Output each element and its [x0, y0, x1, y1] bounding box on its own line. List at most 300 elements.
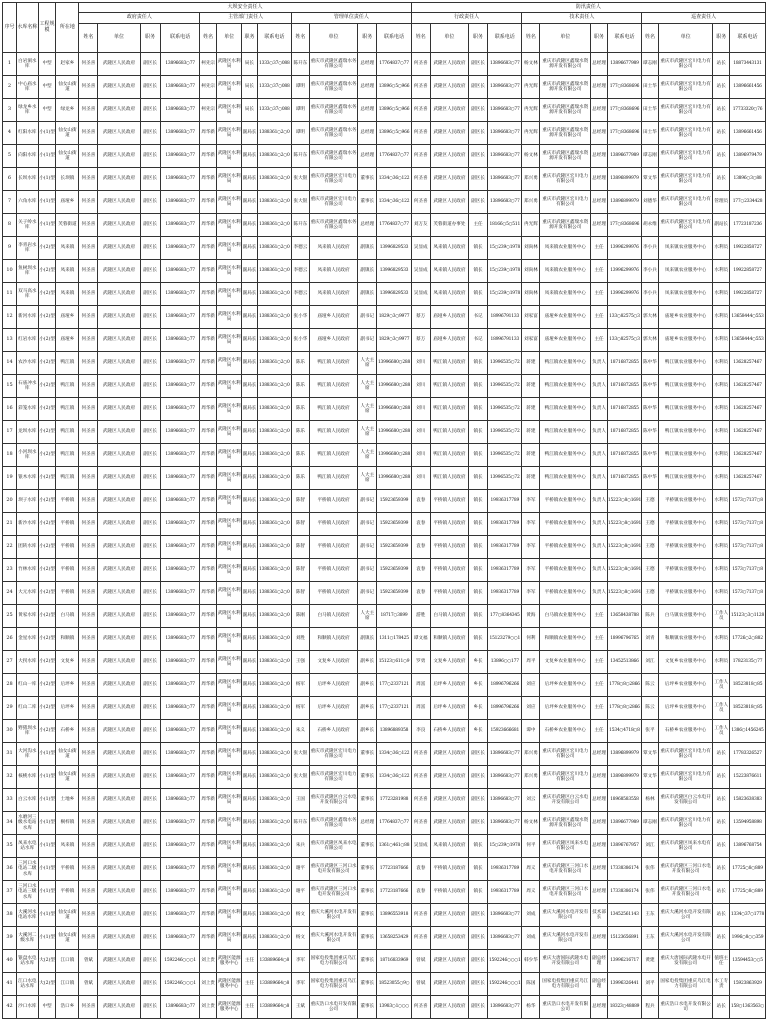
mgmt-unit: 庙垭乡人民政府 [309, 329, 357, 352]
tech-phone: 15223○8○1691 [607, 582, 641, 605]
row-seq: 29 [3, 697, 17, 720]
patrol-post: 站长 [713, 122, 730, 145]
project-scale: 小(2)型 [38, 352, 56, 375]
admin-unit: 武隆区人民政府 [430, 950, 468, 973]
admin-phone: 19936317789 [488, 536, 522, 559]
patrol-post: 水利员 [713, 237, 730, 260]
table-row [3, 99, 766, 122]
reservoir-name: 红阳水库 [17, 122, 39, 145]
patrol-name: 刘江 [642, 835, 659, 858]
dept-name: 刘上贵 [200, 973, 217, 996]
mgmt-name: 陈智 [292, 513, 310, 536]
dept-post: 副局长 [242, 881, 257, 904]
tech-post: 总经理 [591, 145, 608, 168]
admin-name: 何圣喜 [411, 743, 430, 766]
gov-name: 何圣喜 [79, 260, 98, 283]
tech-name: 冉光辉 [522, 76, 540, 99]
gov-name: 何圣喜 [79, 352, 98, 375]
tech-unit: 后坪乡农业服务中心 [540, 674, 591, 697]
dept-post: 副局长 [242, 168, 257, 191]
dept-phone: 1388361○2○0 [257, 375, 291, 398]
gov-unit: 武隆区人民政府 [98, 766, 140, 789]
patrol-phone: 17725○8○889 [730, 858, 766, 881]
row-seq: 20 [3, 490, 17, 513]
patrol-unit: 凤来镇农业服务中心 [658, 260, 713, 283]
table-header [3, 3, 766, 53]
location: 鸭江镇 [56, 467, 79, 490]
mgmt-unit: 鸭江镇人民政府 [309, 421, 357, 444]
mgmt-name: 朱义 [292, 720, 310, 743]
table-row [3, 329, 766, 352]
reservoir-name: 水磨河三级水电站水库 [17, 812, 39, 835]
mgmt-phone: 13983○1○○○ [377, 996, 411, 1019]
patrol-unit: 白马镇农业服务中心 [658, 605, 713, 628]
admin-post: 副区长 [469, 76, 488, 99]
dept-post: 副局长 [242, 582, 257, 605]
gov-phone: 13896683○77 [160, 306, 199, 329]
reservoir-name: 新沙水库 [17, 513, 39, 536]
patrol-unit: 重庆市武隆区宏川电力有限公司 [658, 214, 713, 237]
admin-name: 刘川 [411, 375, 430, 398]
mgmt-post: 副乡长 [358, 651, 377, 674]
tech-phone: 18716872855 [607, 444, 641, 467]
gov-name: 何圣喜 [79, 145, 98, 168]
tech-name: 李军 [522, 513, 540, 536]
mgmt-post: 人大主席 [358, 605, 377, 628]
gov-phone: 13896683○77 [160, 858, 199, 881]
patrol-phone: 15123○3○1128 [730, 605, 766, 628]
reservoir-name: 中心庙水库 [17, 76, 39, 99]
mgmt-name: 陈开东 [292, 812, 310, 835]
admin-phone: 19936317789 [488, 582, 522, 605]
admin-post: 镇长 [469, 582, 488, 605]
mgmt-name: 谢平 [292, 858, 310, 881]
tech-phone: 177○8368696 [607, 214, 641, 237]
admin-post: 镇长 [469, 421, 488, 444]
table-row [3, 237, 766, 260]
mgmt-post: 董事长 [358, 766, 377, 789]
tech-unit: 重庆市武隆区鑫瑞水资源开发有限公司 [540, 145, 591, 168]
gov-name: 何圣喜 [79, 789, 98, 812]
gov-unit: 武隆区人民政府 [98, 973, 140, 996]
admin-phone: 18996791133 [488, 306, 522, 329]
admin-unit: 武隆区人民政府 [430, 168, 468, 191]
dept-unit: 武隆区能源服务中心 [216, 950, 241, 973]
reservoir-name: 大溪河二级水库 [17, 927, 39, 950]
mgmt-name: 陈智 [292, 490, 310, 513]
gov-unit: 武隆区人民政府 [98, 237, 140, 260]
admin-unit: 武隆区人民政府 [430, 812, 468, 835]
location: 仙女山街道 [56, 145, 79, 168]
gov-name: 何圣喜 [79, 490, 98, 513]
responsibility-table-sheet [2, 2, 766, 1012]
mgmt-post: 人大主席 [358, 444, 377, 467]
dept-post: 副局长 [242, 605, 257, 628]
mgmt-post: 副书记 [358, 513, 377, 536]
patrol-name: 黄建 [642, 950, 659, 973]
dept-unit: 武隆区能源服务中心 [216, 996, 241, 1019]
dept-phone: 1388361○2○0 [257, 260, 291, 283]
gov-name: 曾斌 [79, 950, 98, 973]
row-seq: 14 [3, 352, 17, 375]
admin-unit: 凤来镇人民政府 [430, 835, 468, 858]
gov-unit: 武隆区人民政府 [98, 927, 140, 950]
patrol-post: 水利员 [713, 306, 730, 329]
patrol-unit: 凤来镇农业服务中心 [658, 237, 713, 260]
dept-post: 副局长 [242, 743, 257, 766]
mgmt-post: 副书记 [358, 306, 377, 329]
table-row [3, 421, 766, 444]
location: 芙蓉街道 [56, 214, 79, 237]
mgmt-name: 陈刚 [292, 605, 310, 628]
reservoir-name: 大拐水库 [17, 651, 39, 674]
table-row [3, 191, 766, 214]
gov-phone: 13896683○77 [160, 812, 199, 835]
patrol-name: 王东 [642, 927, 659, 950]
tech-phone: 18716872855 [607, 421, 641, 444]
reservoir-name: 核桃水库 [17, 766, 39, 789]
tech-phone: 13658438788 [607, 605, 641, 628]
patrol-phone: 13594453○○5 [730, 950, 766, 973]
location: 庙垭乡 [56, 191, 79, 214]
reservoir-name: 银木水库 [17, 467, 39, 490]
mgmt-unit: 重庆市武隆区三河口水电开发有限公司 [309, 881, 357, 904]
mgmt-unit: 鸭江镇人民政府 [309, 375, 357, 398]
gov-post: 副区长 [140, 260, 160, 283]
mgmt-phone: 13896889358 [377, 720, 411, 743]
tech-unit: 后坪乡农业服务中心 [540, 697, 591, 720]
tech-name: 冉光辉 [522, 214, 540, 237]
dept-phone: 1388361○2○0 [257, 145, 291, 168]
header-phone: 联系电话 [377, 24, 411, 53]
project-scale: 小(1)型 [38, 881, 56, 904]
tech-name: 刘应 [522, 697, 540, 720]
header-technical: 技术责任人 [522, 13, 642, 24]
project-scale: 小(2)型 [38, 375, 56, 398]
admin-unit: 武隆区人民政府 [430, 122, 468, 145]
dept-unit: 武隆区水利局 [216, 858, 241, 881]
admin-name: 何圣喜 [411, 904, 430, 927]
reservoir-name: 小河坝水库 [17, 444, 39, 467]
tech-unit: 重庆市武隆区鑫瑞水资源开发有限公司 [540, 812, 591, 835]
gov-unit: 武隆区人民政府 [98, 628, 140, 651]
patrol-unit: 重庆大溪河水电开发有限公司 [658, 904, 713, 927]
admin-phone: 13896683○77 [488, 812, 522, 835]
dept-phone: 1388361○2○0 [257, 214, 291, 237]
dept-name: 周华新 [200, 927, 217, 950]
reservoir-name: 江口水电站水库 [17, 973, 39, 996]
admin-post: 乡长 [469, 674, 488, 697]
dept-name: 周华新 [200, 743, 217, 766]
tech-phone: 18716872855 [607, 467, 641, 490]
admin-phone: 19936317789 [488, 881, 522, 904]
dept-name: 周华新 [200, 904, 217, 927]
header-phone: 联系电话 [160, 24, 199, 53]
mgmt-name: 陈乐 [292, 398, 310, 421]
location: 鸭江镇 [56, 352, 79, 375]
patrol-post: 水利员 [713, 490, 730, 513]
reservoir-name: 团转水库 [17, 536, 39, 559]
location: 鸭江镇 [56, 421, 79, 444]
dept-unit: 武隆区水利局 [216, 789, 241, 812]
admin-name: 曾斌 [411, 973, 430, 996]
dept-name: 周华新 [200, 835, 217, 858]
dept-post: 主任 [242, 973, 257, 996]
mgmt-post: 副乡长 [358, 720, 377, 743]
location: 长坝镇 [56, 168, 79, 191]
patrol-name: 陈中华 [642, 375, 659, 398]
admin-name: 吴显成 [411, 237, 430, 260]
dept-post: 副局长 [242, 191, 257, 214]
dept-unit: 武隆区能源服务中心 [216, 973, 241, 996]
mgmt-post: 副镇长 [358, 283, 377, 306]
dept-phone: 1388361○2○0 [257, 237, 291, 260]
admin-phone: 18996796266 [488, 697, 522, 720]
reservoir-name: 白岩洞水库 [17, 53, 39, 76]
dept-unit: 武隆区水利局 [216, 467, 241, 490]
tech-unit: 重庆市武隆区鑫瑞水资源开发有限公司 [540, 99, 591, 122]
dept-name: 周华新 [200, 191, 217, 214]
tech-post: 主任 [591, 283, 608, 306]
patrol-phone: 18523818○85 [730, 697, 766, 720]
tech-post: 负责人 [591, 490, 608, 513]
admin-post: 副区长 [469, 950, 488, 973]
project-scale: 小(2)型 [38, 559, 56, 582]
mgmt-post: 人大主席 [358, 352, 377, 375]
patrol-name: 陈中华 [642, 421, 659, 444]
admin-name: 刘川 [411, 444, 430, 467]
dept-unit: 武隆区水利局 [216, 76, 241, 99]
patrol-unit: 重庆市武隆区宏川电力有限公司 [658, 812, 713, 835]
location: 土地乡 [56, 789, 79, 812]
header-location: 所在地 [56, 3, 79, 53]
admin-post: 镇长 [469, 513, 488, 536]
admin-post: 镇长 [469, 536, 488, 559]
patrol-post: 水利员 [713, 467, 730, 490]
tech-post: 负责人 [591, 352, 608, 375]
tech-post: 主任 [591, 605, 608, 628]
tech-unit: 重庆浩口水电开发有限公司 [540, 996, 591, 1019]
header-post: 职务 [591, 24, 608, 53]
gov-post: 副区长 [140, 720, 160, 743]
dept-unit: 武隆区水利局 [216, 812, 241, 835]
dept-post: 副局长 [242, 306, 257, 329]
admin-unit: 武隆区人民政府 [430, 743, 468, 766]
admin-post: 书记 [469, 329, 488, 352]
gov-post: 副区长 [140, 398, 160, 421]
tech-post: 主任 [591, 628, 608, 651]
patrol-post: 工作人员 [713, 605, 730, 628]
reservoir-responsibility-table [2, 2, 766, 1019]
dept-phone: 1388361○2○0 [257, 697, 291, 720]
admin-phone: 13996535○72 [488, 352, 522, 375]
mgmt-post: 董事长 [358, 835, 377, 858]
tech-phone: 18996796765 [607, 628, 641, 651]
dept-name: 周华新 [200, 536, 217, 559]
gov-name: 何圣喜 [79, 444, 98, 467]
mgmt-post: 董事长 [358, 881, 377, 904]
location: 文复乡 [56, 651, 79, 674]
mgmt-name: 张小华 [292, 329, 310, 352]
patrol-phone: 1573○7137○8 [730, 490, 766, 513]
mgmt-phone: 1334○36○122 [377, 191, 411, 214]
gov-name: 曾斌 [79, 973, 98, 996]
project-scale: 小(1)型 [38, 122, 56, 145]
dept-phone: 1333○37○088 [257, 53, 291, 76]
admin-post: 镇长 [469, 605, 488, 628]
location: 后坪乡 [56, 697, 79, 720]
patrol-name: 陈中华 [642, 352, 659, 375]
location: 仙女山街道 [56, 122, 79, 145]
row-seq: 39 [3, 927, 17, 950]
patrol-post: 站长 [713, 789, 730, 812]
admin-phone: 13896683○77 [488, 99, 522, 122]
tech-post: 总经理 [591, 122, 608, 145]
location: 仙女山街道 [56, 927, 79, 950]
admin-post: 镇长 [469, 858, 488, 881]
tech-post: 主任 [591, 720, 608, 743]
patrol-name: 谭志刚 [642, 145, 659, 168]
dept-unit: 武隆区水利局 [216, 444, 241, 467]
mgmt-unit: 重庆市武隆区白云水电开发有限公司 [309, 789, 357, 812]
patrol-post: 站长 [713, 881, 730, 904]
patrol-unit: 重庆市武隆区宏川电力有限公司 [658, 76, 713, 99]
mgmt-unit: 文复乡人民政府 [309, 651, 357, 674]
tech-name: 郑兴勇 [522, 191, 540, 214]
mgmt-name: 朱兵 [292, 835, 310, 858]
dept-unit: 武隆区水利局 [216, 697, 241, 720]
dept-phone: 1388361○2○0 [257, 283, 291, 306]
dept-name: 刘上贵 [200, 950, 217, 973]
dept-post: 主任 [242, 996, 257, 1019]
patrol-post: 站长 [713, 996, 730, 1019]
dept-name: 周华新 [200, 513, 217, 536]
tech-name: 李军 [522, 582, 540, 605]
tech-post: 负责人 [591, 467, 608, 490]
project-scale: 小(2)型 [38, 237, 56, 260]
tech-name: 黄海 [522, 605, 540, 628]
mgmt-phone: 13996829533 [377, 283, 411, 306]
mgmt-unit: 白马镇人民政府 [309, 605, 357, 628]
tech-phone: 13896677989 [607, 812, 641, 835]
table-row [3, 536, 766, 559]
gov-name: 何圣喜 [79, 214, 98, 237]
tech-name: 何利 [522, 628, 540, 651]
row-seq: 12 [3, 306, 17, 329]
patrol-name: 田士华 [642, 122, 659, 145]
reservoir-name: 向阳水库 [17, 145, 39, 168]
gov-post: 副区长 [140, 283, 160, 306]
dept-name: 周华新 [200, 444, 217, 467]
tech-name: 周平 [522, 651, 540, 674]
dept-name: 周华新 [200, 812, 217, 835]
gov-post: 副区长 [140, 582, 160, 605]
project-scale: 小(2)型 [38, 651, 56, 674]
admin-name: 周富 [411, 674, 430, 697]
mgmt-name: 王强 [292, 651, 310, 674]
reservoir-name: 黄家水库 [17, 605, 39, 628]
patrol-post: 水利员 [713, 628, 730, 651]
patrol-post: 水利员 [713, 260, 730, 283]
admin-name: 刘川 [411, 352, 430, 375]
patrol-phone: 177○2334428 [730, 191, 766, 214]
tech-phone: 18323○48889 [607, 996, 641, 1019]
mgmt-name: 李德云 [292, 260, 310, 283]
tech-phone: 18968583558 [607, 789, 641, 812]
patrol-phone: 13628257467 [730, 421, 766, 444]
row-seq: 34 [3, 812, 17, 835]
dept-name: 周华新 [200, 651, 217, 674]
header-phone: 联系电话 [607, 24, 641, 53]
header-name: 姓名 [292, 24, 310, 53]
patrol-name: 陈中华 [642, 467, 659, 490]
location: 平桥镇 [56, 559, 79, 582]
gov-phone: 13896683○77 [160, 904, 199, 927]
tech-phone: 13452561143 [607, 904, 641, 927]
admin-name: 袁春 [411, 490, 430, 513]
admin-unit: 凤来镇人民政府 [430, 260, 468, 283]
tech-unit: 鸭江镇农业服务中心 [540, 467, 591, 490]
mgmt-post: 人大主席 [358, 467, 377, 490]
mgmt-phone: 17764837○77 [377, 812, 411, 835]
mgmt-post: 副镇长 [358, 260, 377, 283]
project-scale: 小(2)型 [38, 513, 56, 536]
patrol-post: 水利员 [713, 582, 730, 605]
mgmt-phone: 1361○461○88 [377, 835, 411, 858]
admin-phone: 19936317789 [488, 513, 522, 536]
patrol-name: 陈兵 [642, 605, 659, 628]
gov-unit: 武隆区人民政府 [98, 743, 140, 766]
header-phone: 联系电话 [488, 24, 522, 53]
gov-post: 副区长 [140, 559, 160, 582]
patrol-name: 郭大林 [642, 329, 659, 352]
row-seq: 36 [3, 858, 17, 881]
gov-unit: 武隆区人民政府 [98, 996, 140, 1019]
gov-phone: 13896683○77 [160, 720, 199, 743]
row-seq: 27 [3, 651, 17, 674]
patrol-post: 站长 [713, 53, 730, 76]
row-seq: 4 [3, 122, 17, 145]
patrol-post: 水利员 [713, 421, 730, 444]
reservoir-name: 竹林水库 [17, 559, 39, 582]
dept-name: 柯先宗 [200, 53, 217, 76]
gov-name: 何圣喜 [79, 651, 98, 674]
row-seq: 30 [3, 720, 17, 743]
project-scale: 小(2)型 [38, 674, 56, 697]
admin-phone: 15○239○1978 [488, 260, 522, 283]
mgmt-unit: 重庆市武隆区宏川电力有限公司 [309, 191, 357, 214]
row-seq: 11 [3, 283, 17, 306]
project-scale: 小(1)型 [38, 214, 56, 237]
table-row [3, 467, 766, 490]
dept-unit: 武隆区水利局 [216, 398, 241, 421]
dept-phone: 1388361○2○0 [257, 490, 291, 513]
patrol-post: 值班主任 [713, 950, 730, 973]
patrol-post: 站长 [713, 812, 730, 835]
gov-unit: 武隆区人民政府 [98, 605, 140, 628]
row-seq: 13 [3, 329, 17, 352]
location: 赵家乡 [56, 53, 79, 76]
dept-post: 副局长 [242, 421, 257, 444]
mgmt-phone: 15923659399 [377, 513, 411, 536]
tech-phone: 15223○8○1691 [607, 490, 641, 513]
gov-unit: 武隆区人民政府 [98, 697, 140, 720]
table-row [3, 260, 766, 283]
admin-name: 何圣喜 [411, 99, 430, 122]
gov-phone: 13896683○77 [160, 260, 199, 283]
dept-post: 副局长 [242, 904, 257, 927]
reservoir-name: 双马高水库 [17, 283, 39, 306]
